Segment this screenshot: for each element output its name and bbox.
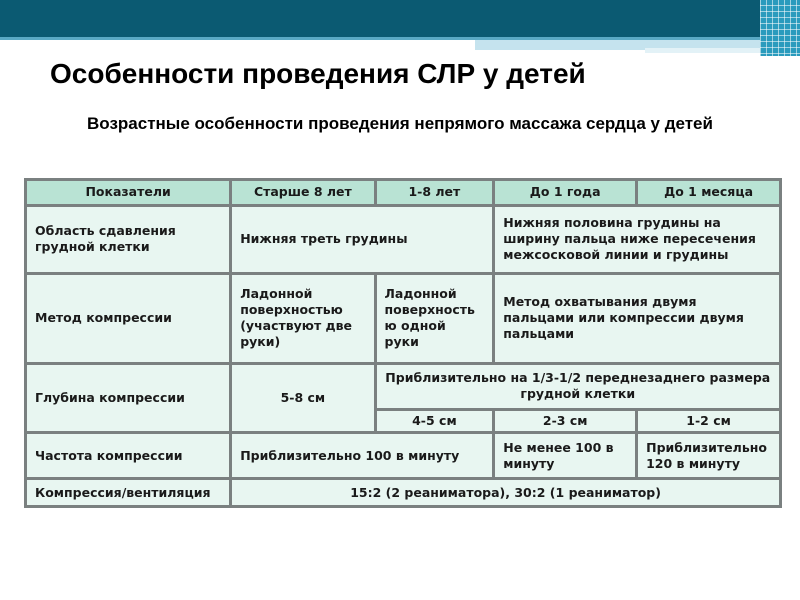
- header-banner: [0, 0, 800, 56]
- table-cell: Приблизительно 100 в минуту: [232, 434, 492, 477]
- banner-dark-band: [0, 0, 800, 37]
- table-cell: Ладонной поверхность ю одной руки: [377, 275, 493, 361]
- table-row: [27, 275, 779, 361]
- table-cell: 2-3 см: [495, 411, 635, 432]
- row-label: Глубина компрессии: [27, 365, 229, 432]
- table-cell: 1-2 см: [638, 411, 779, 432]
- table-row: [27, 365, 779, 408]
- table-header-row: [27, 181, 779, 204]
- row-label: Частота компрессии: [27, 434, 229, 477]
- cpr-table: [24, 178, 782, 508]
- row-label: Метод компрессии: [27, 275, 229, 361]
- header-cell: До 1 месяца: [638, 181, 779, 204]
- table-cell: Нижняя треть грудины: [232, 207, 492, 273]
- header-cell: До 1 года: [495, 181, 635, 204]
- table-cell: 5-8 см: [232, 365, 373, 432]
- banner-grid-pattern: [760, 0, 800, 56]
- table-cell: 4-5 см: [377, 411, 493, 432]
- table-cell: Не менее 100 в минуту: [495, 434, 635, 477]
- slide-title: Особенности проведения СЛР у детей: [50, 58, 586, 89]
- table-cell: Нижняя половина грудины на ширину пальца ниже пересечения межсосковой линии и грудины: [495, 207, 779, 273]
- table-cell: Приблизительно на 1/3-1/2 переднезаднего размера грудной клетки: [377, 365, 779, 408]
- header-cell: Показатели: [27, 181, 229, 204]
- table-cell: Приблизительно 120 в минуту: [638, 434, 779, 477]
- table-cell: Ладонной поверхностью (участвуют две руки): [232, 275, 373, 361]
- slide-subtitle: Возрастные особенности проведения непрямого массажа сердца у детей: [87, 114, 713, 133]
- table-row: [27, 480, 779, 505]
- header-cell: 1-8 лет: [377, 181, 493, 204]
- table-cell: Метод охватывания двумя пальцами или компрессии двумя пальцами: [495, 275, 779, 361]
- table-cell: 15:2 (2 реаниматора), 30:2 (1 реаниматор): [232, 480, 779, 505]
- header-cell: Старше 8 лет: [232, 181, 373, 204]
- row-label: Компрессия/вентиляция: [27, 480, 229, 505]
- row-label: Область сдавления грудной клетки: [27, 207, 229, 273]
- table-row: [27, 207, 779, 273]
- table-row: [27, 434, 779, 477]
